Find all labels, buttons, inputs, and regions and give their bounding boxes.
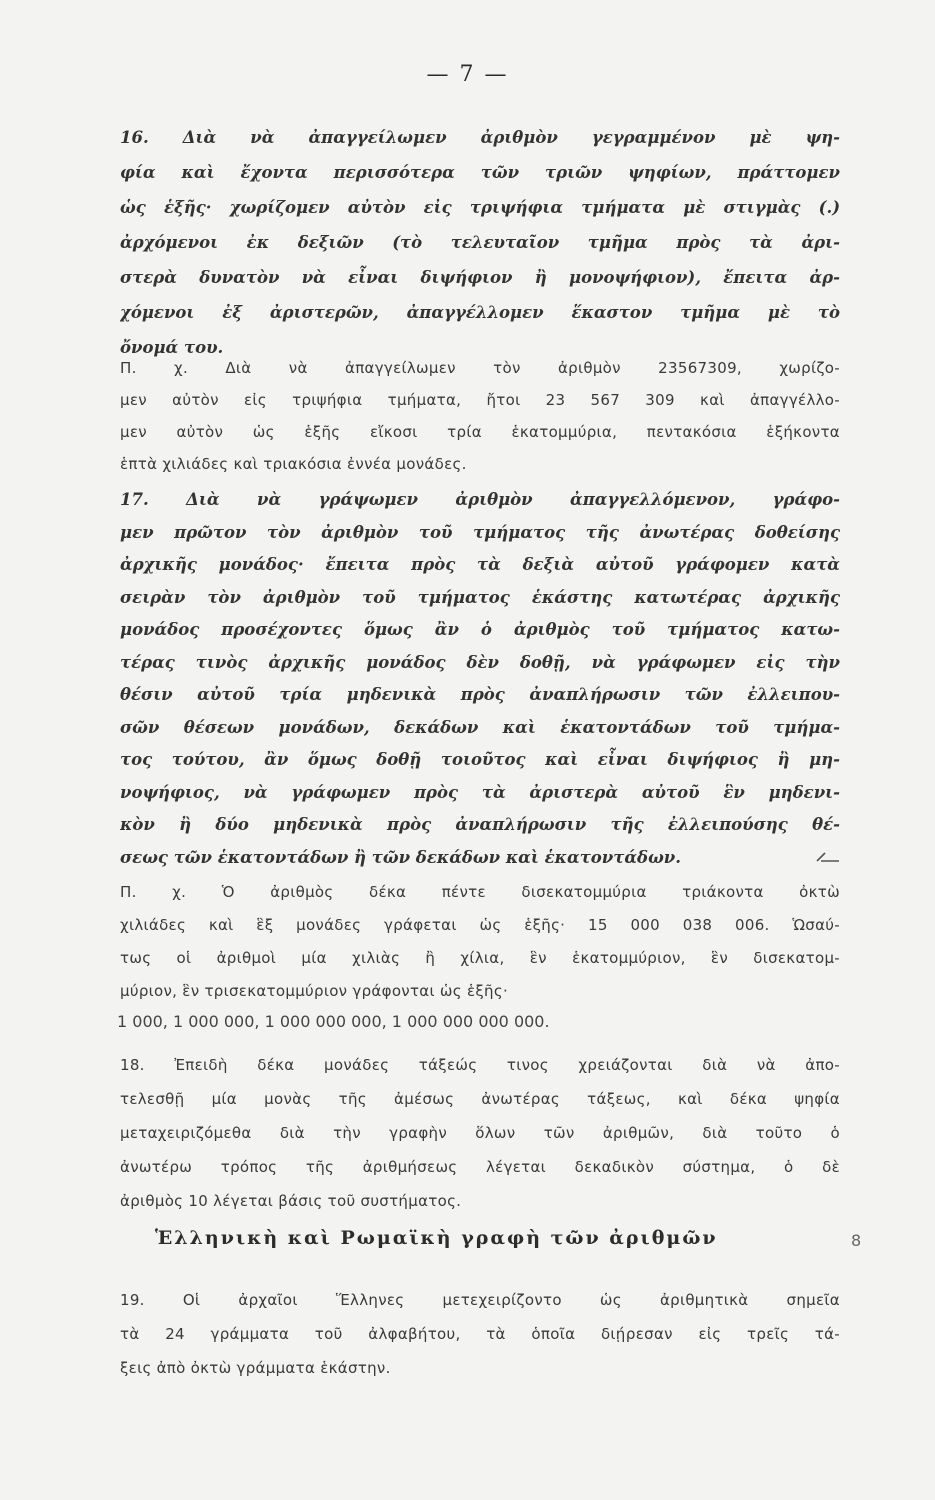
text-line: μονάδος προσέχοντες ὅμως ἂν ὁ ἀριθμὸς τοῦ τμήματος κατω- bbox=[120, 620, 840, 639]
text-line: ὄνομά του. bbox=[120, 338, 224, 357]
text-line: ἑπτὰ χιλιάδες καὶ τριακόσια ἐννέα μονάδες. bbox=[120, 455, 467, 473]
text-line: ξεις ἀπὸ ὀκτὼ γράμματα ἑκάστην. bbox=[120, 1359, 391, 1377]
text-line: Π. χ. Διὰ νὰ ἀπαγγείλωμεν τὸν ἀριθμὸν 23567309, χωρίζο- bbox=[120, 359, 840, 377]
text-line: σειρὰν τὸν ἀριθμὸν τοῦ τμήματος ἑκάστης κατωτέρας ἀρχικῆς bbox=[120, 587, 840, 607]
text-line: μεν αὐτὸν ὡς ἑξῆς εἴκοσι τρία ἑκατομμύρια, πεντακόσια ἑξήκοντα bbox=[120, 423, 840, 441]
numbers-example: 1 000, 1 000 000, 1 000 000 000, 1 000 000 000 000. bbox=[117, 1012, 550, 1031]
text-line: 17. Διὰ νὰ γράψωμεν ἀριθμὸν ἀπαγγελλόμενον, γράφο- bbox=[120, 490, 840, 509]
text-line: τέρας τινὸς ἀρχικῆς μονάδος δὲν δοθῇ, νὰ γράφωμεν εἰς τὴν bbox=[120, 652, 840, 672]
text-line: σεως τῶν ἑκατοντάδων ἢ τῶν δεκάδων καὶ ἑκατοντάδων. bbox=[120, 847, 681, 867]
text-line: 18. Ἐπειδὴ δέκα μονάδες τάξεώς τινος χρειάζονται διὰ νὰ ἀπο- bbox=[120, 1056, 840, 1074]
text-line: μύριον, ἓν τρισεκατομμύριον γράφονται ὡς ἑξῆς· bbox=[120, 982, 509, 1000]
check-mark-icon bbox=[815, 849, 841, 865]
text-line: μεν πρῶτον τὸν ἀριθμὸν τοῦ τμήματος τῆς ἀνωτέρας δοθείσης bbox=[120, 522, 840, 542]
text-line: θέσιν αὐτοῦ τρία μηδενικὰ πρὸς ἀναπλήρωσιν τῶν ἐλλειπου- bbox=[120, 685, 840, 704]
paragraph-19 bbox=[120, 1283, 840, 1385]
text-line: νοψήφιος, νὰ γράφωμεν πρὸς τὰ ἀριστερὰ αὐτοῦ ἓν μηδενι- bbox=[120, 782, 840, 802]
text-line: ἀρχόμενοι ἐκ δεξιῶν (τὸ τελευταῖον τμῆμα πρὸς τὰ ἀρι- bbox=[120, 233, 840, 252]
text-line: χόμενοι ἐξ ἀριστερῶν, ἀπαγγέλλομεν ἕκαστον τμῆμα μὲ τὸ bbox=[120, 303, 840, 322]
text-line: ἀριθμὸς 10 λέγεται βάσις τοῦ συστήματος. bbox=[120, 1192, 462, 1210]
text-line: ἀρχικῆς μονάδος· ἔπειτα πρὸς τὰ δεξιὰ αὐτοῦ γράφομεν κατὰ bbox=[120, 555, 840, 574]
paragraph-17 bbox=[120, 484, 840, 874]
text-line: στερὰ δυνατὸν νὰ εἶναι διψήφιον ἢ μονοψήφιον), ἔπειτα ἀρ- bbox=[120, 268, 840, 287]
text-line: κὸν ἢ δύο μηδενικὰ πρὸς ἀναπλήρωσιν τῆς ἐλλειπούσης θέ- bbox=[120, 815, 840, 834]
text-line: ὡς ἑξῆς· χωρίζομεν αὐτὸν εἰς τριψήφια τμήματα μὲ στιγμὰς (.) bbox=[120, 198, 840, 217]
section-heading: Ἑλληνικὴ καὶ Ρωμαϊκὴ γραφὴ τῶν ἀριθμῶν bbox=[155, 1227, 718, 1249]
text-line: 16. Διὰ νὰ ἀπαγγείλωμεν ἀριθμὸν γεγραμμένον μὲ ψη- bbox=[120, 128, 840, 147]
text-line: μεταχειριζόμεθα διὰ τὴν γραφὴν ὅλων τῶν ἀριθμῶν, διὰ τοῦτο ὁ bbox=[120, 1124, 840, 1142]
margin-note: 8 bbox=[851, 1231, 862, 1250]
text-line: ἀνωτέρω τρόπος τῆς ἀριθμήσεως λέγεται δεκαδικὸν σύστημα, ὁ δὲ bbox=[120, 1158, 840, 1176]
page-number: — 7 — bbox=[426, 62, 509, 87]
text-line: 19. Οἱ ἀρχαῖοι Ἕλληνες μετεχειρίζοντο ὡς ἀριθμητικὰ σημεῖα bbox=[120, 1291, 840, 1309]
example-16 bbox=[120, 352, 840, 480]
paragraph-16 bbox=[120, 120, 840, 365]
text-line: τελεσθῇ μία μονὰς τῆς ἀμέσως ἀνωτέρας τάξεως, καὶ δέκα ψηφία bbox=[120, 1090, 840, 1108]
text-line: τως οἱ ἀριθμοὶ μία χιλιὰς ἢ χίλια, ἓν ἑκατομμύριον, ἓν δισεκατομ- bbox=[120, 949, 840, 967]
text-line: σῶν θέσεων μονάδων, δεκάδων καὶ ἑκατοντάδων τοῦ τμήμα- bbox=[120, 717, 840, 737]
text-line: φία καὶ ἔχοντα περισσότερα τῶν τριῶν ψηφίων, πράττομεν bbox=[120, 163, 840, 182]
text-line: χιλιάδες καὶ ἓξ μονάδες γράφεται ὡς ἑξῆς· 15 000 038 006. Ὡσαύ- bbox=[120, 916, 840, 934]
text-line: Π. χ. Ὁ ἀριθμὸς δέκα πέντε δισεκατομμύρια τριάκοντα ὀκτὼ bbox=[120, 883, 840, 901]
text-line: τὰ 24 γράμματα τοῦ ἀλφαβήτου, τὰ ὁποῖα διῄρεσαν εἰς τρεῖς τά- bbox=[120, 1325, 840, 1343]
example-17 bbox=[120, 876, 840, 1008]
paragraph-18 bbox=[120, 1048, 840, 1218]
text-line: τος τούτου, ἂν ὅμως δοθῇ τοιοῦτος καὶ εἶναι διψήφιος ἢ μη- bbox=[120, 750, 840, 769]
text-line: μεν αὐτὸν εἰς τριψήφια τμήματα, ἤτοι 23 567 309 καὶ ἀπαγγέλλο- bbox=[120, 391, 840, 409]
